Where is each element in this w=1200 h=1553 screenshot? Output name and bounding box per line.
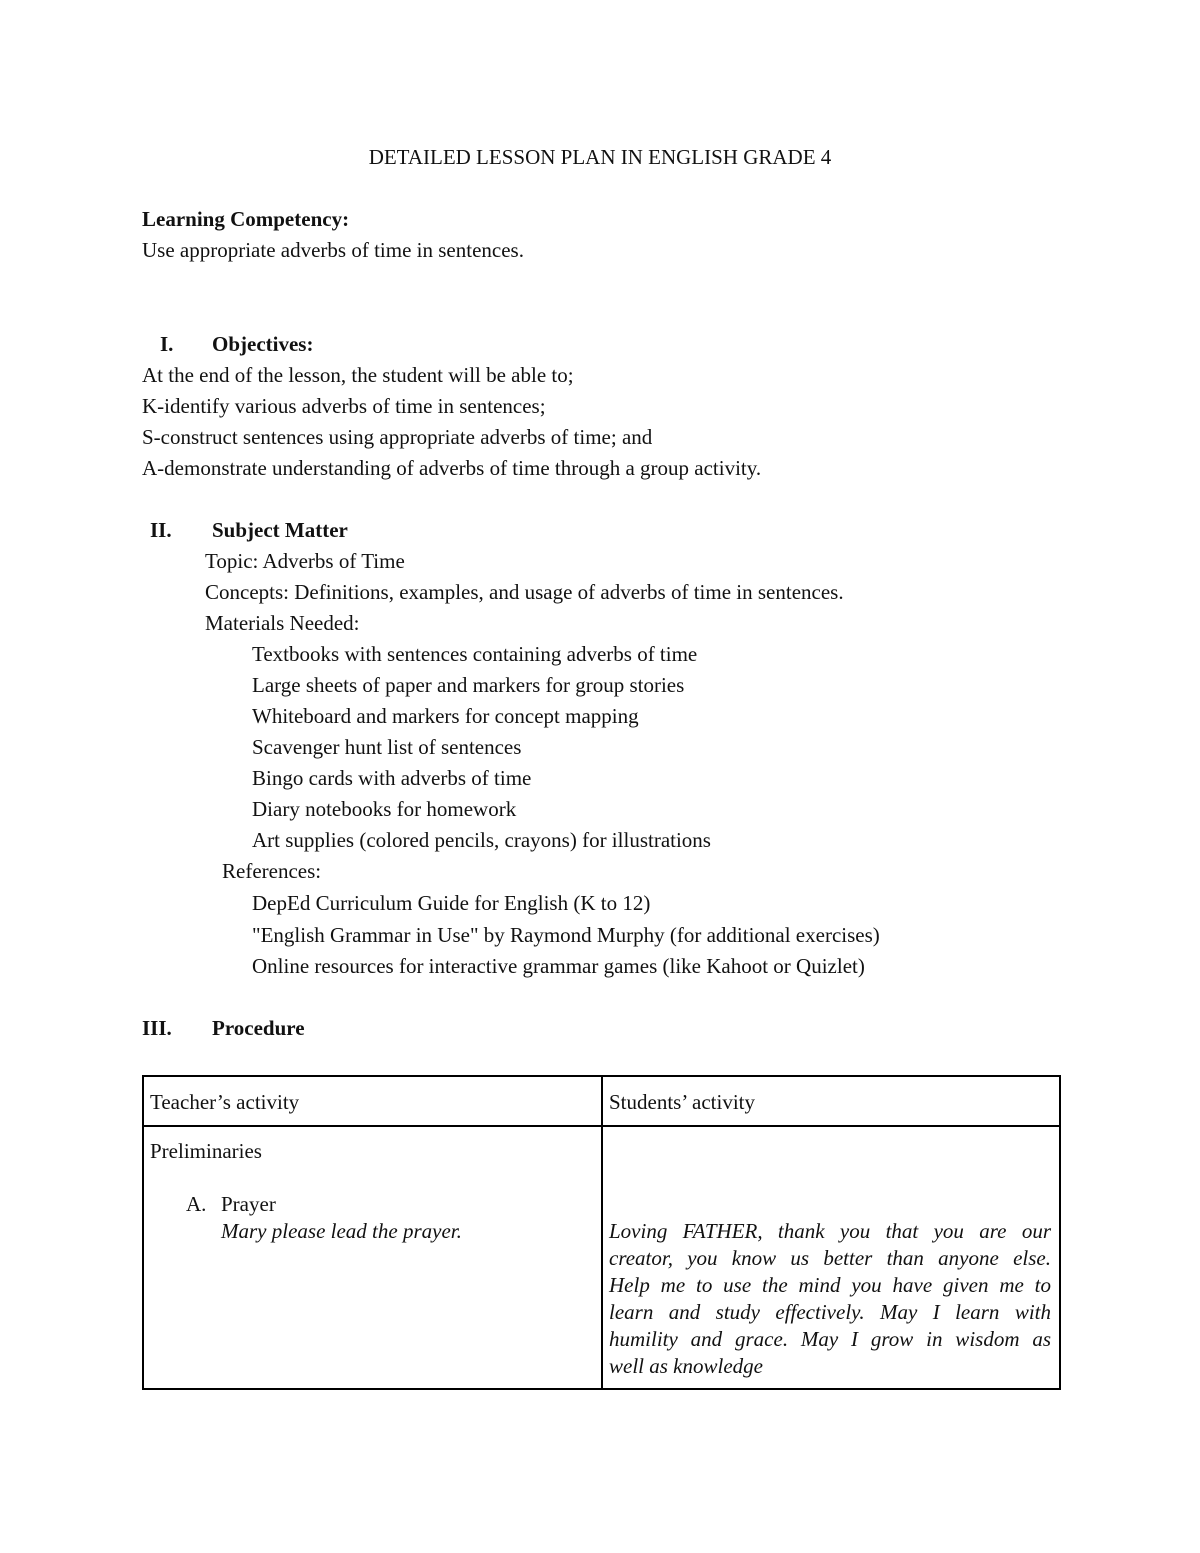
learning-competency-text: Use appropriate adverbs of time in sentences. [142,238,524,262]
student-prayer-text [609,1218,1051,1380]
procedure-number: III. [142,1016,172,1040]
page-title: DETAILED LESSON PLAN IN ENGLISH GRADE 4 [368,145,832,169]
procedure-heading: Procedure [212,1016,305,1040]
material-item: Diary notebooks for homework [252,797,517,821]
material-item: Textbooks with sentences containing adverbs of time [252,642,698,666]
material-item: Large sheets of paper and markers for group stories [252,673,685,697]
subject-matter-number: II. [150,518,172,542]
objectives-line: At the end of the lesson, the student will be able to; [142,363,574,387]
table-column-divider [601,1077,603,1388]
learning-competency-heading: Learning Competency: [142,207,350,231]
teacher-prayer-instruction: Mary please lead the prayer. [221,1219,462,1243]
materials-heading: Materials Needed: [205,611,360,635]
item-title: Prayer [221,1192,276,1216]
objectives-line: A-demonstrate understanding of adverbs of time through a group activity. [142,456,762,480]
subject-concepts: Concepts: Definitions, examples, and usage of adverbs of time in sentences. [205,580,844,604]
reference-item: Online resources for interactive grammar games (like Kahoot or Quizlet) [252,954,865,978]
material-item: Bingo cards with adverbs of time [252,766,532,790]
prayer-line: learn and study effectively. May I learn with [609,1300,1051,1324]
objectives-line: K-identify various adverbs of time in sentences; [142,394,546,418]
subject-matter-heading: Subject Matter [212,518,348,542]
reference-item: DepEd Curriculum Guide for English (K to 12) [252,891,651,915]
objectives-heading: Objectives: [212,332,314,356]
preliminaries-label: Preliminaries [150,1139,262,1163]
prayer-line: well as knowledge [609,1354,763,1378]
objectives-number: I. [160,332,174,356]
prayer-line: Help me to use the mind you have given me to [609,1273,1051,1297]
subject-topic: Topic: Adverbs of Time [205,549,405,573]
material-item: Art supplies (colored pencils, crayons) for illustrations [252,828,711,852]
prayer-line: creator, you know us better than anyone else. [609,1246,1051,1270]
prayer-line: humility and grace. May I grow in wisdom as [609,1327,1051,1351]
material-item: Whiteboard and markers for concept mapping [252,704,639,728]
reference-item: "English Grammar in Use" by Raymond Murphy (for additional exercises) [252,923,880,947]
table-header-students: Students’ activity [609,1090,756,1114]
prayer-line: Loving FATHER, thank you that you are our [609,1219,1051,1243]
item-letter: A. [186,1192,207,1216]
table-header-teacher: Teacher’s activity [150,1090,300,1114]
material-item: Scavenger hunt list of sentences [252,735,522,759]
objectives-line: S-construct sentences using appropriate adverbs of time; and [142,425,653,449]
table-header-divider [144,1125,1059,1127]
references-heading: References: [222,859,322,883]
